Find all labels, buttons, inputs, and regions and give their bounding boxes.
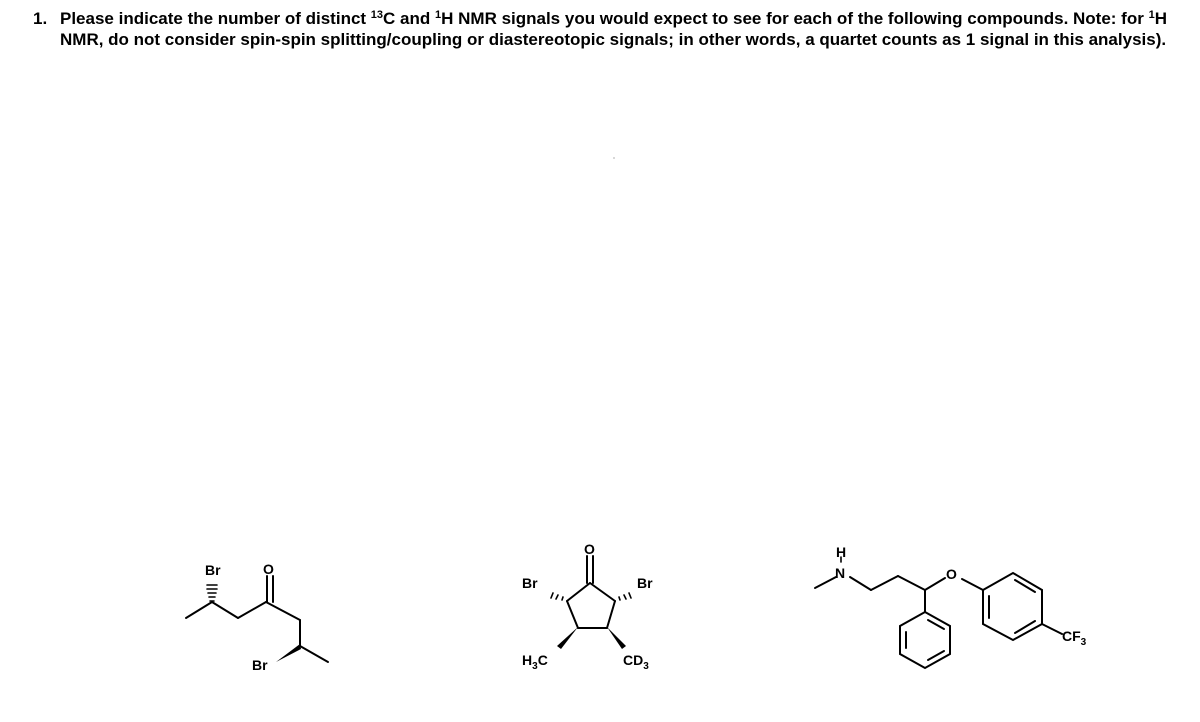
atom-label-h: H — [836, 544, 847, 560]
ring-bond — [607, 601, 615, 628]
hashed-wedge-bond — [207, 585, 217, 601]
atom-label-br: Br — [522, 575, 538, 591]
bond — [925, 578, 945, 590]
phenyl-ring — [900, 612, 950, 668]
bond — [850, 577, 871, 590]
atom-label-o: O — [263, 561, 274, 577]
atom-label-br: Br — [252, 657, 268, 673]
atom-label-o: O — [584, 541, 595, 557]
aromatic-bond — [1015, 580, 1035, 592]
solid-wedge-bond — [276, 644, 301, 662]
bond — [898, 576, 925, 590]
bond — [1042, 624, 1062, 634]
bond — [212, 602, 238, 618]
atom-label-br: Br — [205, 562, 221, 578]
question-text-part: H NMR signals you would expect to see for each of the following compounds. Note: for — [441, 9, 1149, 28]
solid-wedge-bond — [607, 627, 626, 649]
bond — [186, 602, 212, 618]
hashed-wedge-bond — [619, 593, 631, 600]
hashed-wedge-bond — [551, 593, 563, 600]
superscript-1: 1 — [435, 9, 442, 21]
bond — [238, 602, 266, 618]
ring-bond — [567, 583, 590, 601]
superscript-1: 1 — [1148, 9, 1155, 21]
bond — [266, 602, 300, 620]
bond — [300, 646, 328, 662]
atom-label-cd3: $CD_3$ — [623, 652, 649, 672]
atom-label-h3c: $H_3C$ — [522, 652, 548, 672]
superscript-13: 13 — [370, 9, 384, 21]
atom-label-n: N — [835, 565, 846, 581]
bond — [815, 577, 836, 588]
molecule-2 — [551, 556, 631, 628]
atom-label-br: Br — [637, 575, 653, 591]
question-text-part: H NMR, do not consider spin-spin splitting/coupling or diastereotopic signals; in other words, a quartet counts as 1 signal in this analysis). — [60, 9, 1167, 49]
question-number: 1. — [33, 9, 48, 28]
question-text-part: Please indicate the number of distinct — [60, 9, 371, 28]
ring-bond — [590, 583, 615, 601]
ring-bond — [567, 601, 578, 628]
aromatic-bond — [1015, 621, 1035, 633]
molecule-3 — [815, 557, 1062, 668]
solid-wedge-bond — [557, 627, 578, 649]
bond — [871, 576, 898, 590]
molecule-1 — [186, 576, 328, 662]
atom-label-cf3: $CF_3$ — [1062, 628, 1087, 648]
aryl-ring — [983, 573, 1042, 640]
question-text-part: C and — [383, 9, 435, 28]
atom-label-o: O — [946, 566, 957, 582]
bond — [962, 579, 983, 590]
